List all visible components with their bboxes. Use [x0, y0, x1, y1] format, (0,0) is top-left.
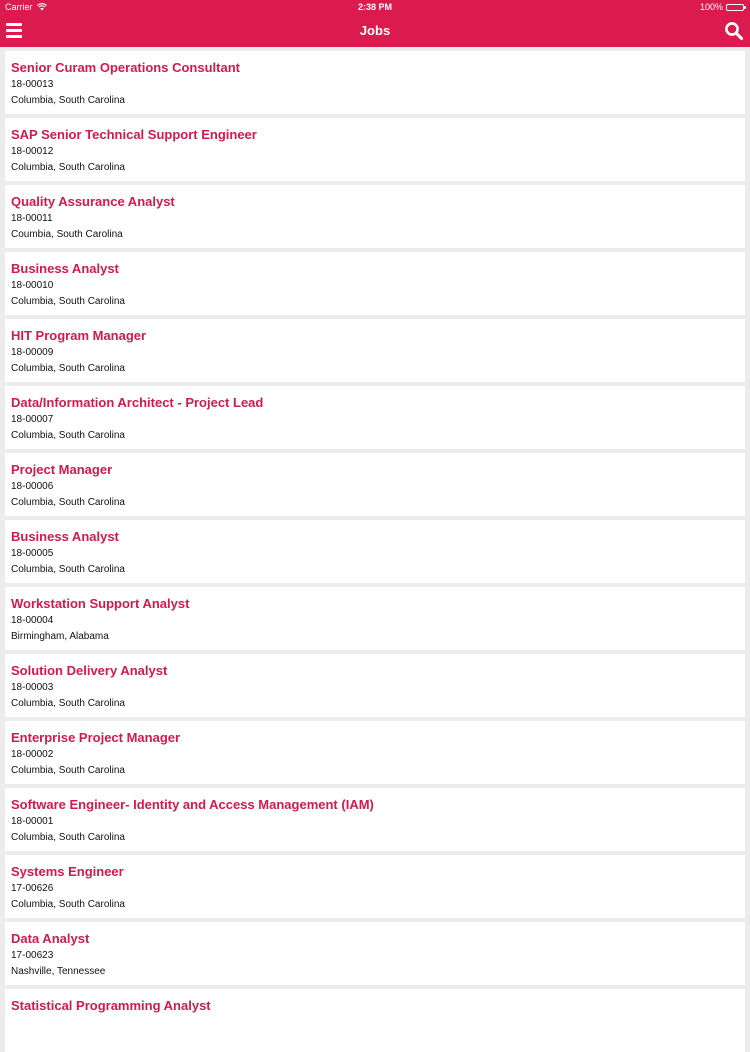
job-title[interactable]: Quality Assurance Analyst	[11, 194, 175, 209]
job-id: 18-00010	[11, 280, 54, 291]
job-location: Birmingham, Alabama	[11, 631, 109, 642]
search-icon[interactable]	[724, 21, 744, 41]
nav-bar	[0, 14, 750, 47]
job-title[interactable]: HIT Program Manager	[11, 328, 147, 343]
job-location: Coumbia, South Carolina	[11, 229, 123, 240]
status-time: 2:38 PM	[357, 2, 392, 12]
job-title[interactable]: SAP Senior Technical Support Engineer	[11, 127, 257, 142]
page-title: Jobs	[359, 23, 391, 38]
job-location: Columbia, South Carolina	[11, 363, 125, 374]
job-id: 18-00013	[11, 79, 54, 90]
battery-percent: 100%	[699, 2, 723, 12]
job-location: Columbia, South Carolina	[11, 296, 125, 307]
job-list-item[interactable]	[5, 319, 745, 382]
job-list-item[interactable]	[5, 51, 745, 114]
battery-indicator	[700, 0, 744, 14]
job-location: Columbia, South Carolina	[11, 832, 125, 843]
job-list-item[interactable]	[5, 520, 745, 583]
job-location: Columbia, South Carolina	[11, 162, 125, 173]
job-id: 18-00007	[11, 414, 54, 425]
job-title[interactable]: Software Engineer- Identity and Access Management (IAM)	[11, 797, 374, 812]
job-list-item[interactable]	[5, 185, 745, 248]
job-id: 17-00623	[11, 950, 54, 961]
app-header	[0, 0, 750, 47]
job-id: 18-00009	[11, 347, 54, 358]
job-id: 18-00006	[11, 481, 54, 492]
job-title[interactable]: Statistical Programming Analyst	[11, 998, 211, 1013]
job-title[interactable]: Data/Information Architect - Project Lead	[11, 395, 264, 410]
job-id: 18-00002	[11, 749, 54, 760]
job-location: Columbia, South Carolina	[11, 698, 125, 709]
carrier-label: Carrier	[5, 2, 33, 12]
job-list-item[interactable]	[5, 855, 745, 918]
job-title[interactable]: Project Manager	[11, 462, 113, 477]
job-location: Columbia, South Carolina	[11, 95, 125, 106]
job-list-item[interactable]	[5, 721, 745, 784]
job-list-item[interactable]	[5, 453, 745, 516]
job-list-item[interactable]	[5, 587, 745, 650]
job-title[interactable]: Data Analyst	[11, 931, 90, 946]
job-location: Columbia, South Carolina	[11, 765, 125, 776]
job-list-item[interactable]	[5, 788, 745, 851]
battery-icon	[726, 4, 744, 11]
job-list-item[interactable]	[5, 118, 745, 181]
job-location: Columbia, South Carolina	[11, 899, 125, 910]
job-location: Columbia, South Carolina	[11, 430, 125, 441]
job-title[interactable]: Senior Curam Operations Consultant	[11, 60, 240, 75]
job-id: 18-00003	[11, 682, 54, 693]
job-list-item[interactable]	[5, 989, 745, 1052]
job-id: 18-00005	[11, 548, 54, 559]
job-location: Columbia, South Carolina	[11, 564, 125, 575]
job-list-item[interactable]	[5, 654, 745, 717]
job-list-item[interactable]	[5, 252, 745, 315]
job-title[interactable]: Systems Engineer	[11, 864, 124, 879]
status-bar	[0, 0, 750, 14]
job-id: 18-00011	[11, 213, 53, 224]
job-id: 17-00626	[11, 883, 54, 894]
job-location: Columbia, South Carolina	[11, 497, 125, 508]
job-id: 18-00001	[11, 816, 54, 827]
job-title[interactable]: Workstation Support Analyst	[11, 596, 190, 611]
job-location: Nashville, Tennessee	[11, 966, 106, 977]
job-list	[0, 47, 750, 1052]
job-list-item[interactable]	[5, 386, 745, 449]
job-id: 18-00004	[11, 615, 54, 626]
job-id: 18-00012	[11, 146, 54, 157]
job-list-item[interactable]	[5, 922, 745, 985]
job-title[interactable]: Business Analyst	[11, 529, 119, 544]
job-title[interactable]: Solution Delivery Analyst	[11, 663, 168, 678]
job-title[interactable]: Business Analyst	[11, 261, 119, 276]
job-title[interactable]: Enterprise Project Manager	[11, 730, 181, 745]
